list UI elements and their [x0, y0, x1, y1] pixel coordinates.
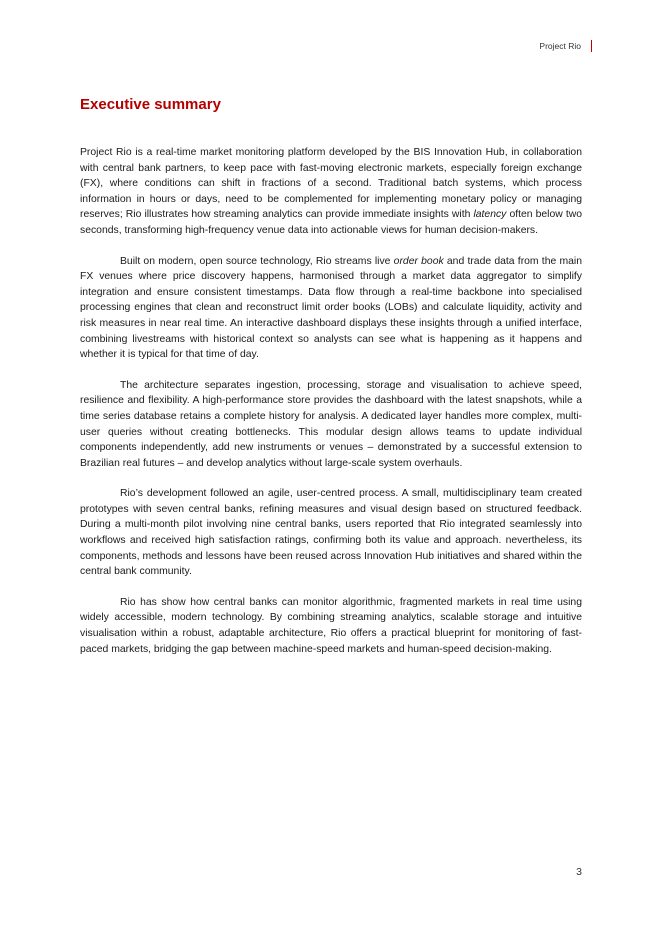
paragraph-2-text-b: and trade data from the main FX venues where price discovery happens, harmonised through a market data aggregator to simplify integration and ensure consistent timestamps. Data flow through a real-time backbone into specialised processing engines that clean and reconstruct limit order books (LOBs) and calculate liquidity, activity and risk measures in near real time. An interactive dashboard displays these insights through a unified interface, combining livestreams with historical context so analysts can see what is happening as it happens and whether it is typical for that time of day.	[80, 255, 582, 361]
paragraph-1-text-b: often below two seconds, transforming high-frequency venue data into actionable views for human decision-makers.	[80, 209, 582, 236]
paragraph-1-text-a: Project Rio is a real-time market monitoring platform developed by the BIS Innovation Hub, in collaboration with central bank partners, to keep pace with fast-moving electronic markets, especially foreign exchange (FX), where conditions can shift in fractions of a second. Traditional batch systems, which process information in hours or days, need to be complemented for implementing monetary policy or managing reserves; Rio illustrates how streaming analytics can provide immediate insights with	[80, 147, 582, 221]
section-title: Executive summary	[80, 96, 221, 113]
paragraph-5: Rio has show how central banks can monitor algorithmic, fragmented markets in real time using widely accessible, modern technology. By combining streaming analytics, scalable storage and intuitive visualisation within a robust, adaptable architecture, Rio offers a practical blueprint for monitoring of fast-paced markets, bridging the gap between machine-speed markets and human-speed decision-making.	[80, 596, 582, 655]
paragraph-1	[80, 145, 582, 239]
running-header	[539, 40, 592, 52]
running-header-title: Project Rio	[539, 41, 581, 51]
page-number: 3	[576, 866, 582, 878]
paragraph-4: Rio’s development followed an agile, user-centred process. A small, multidisciplinary team created prototypes with seven central banks, refining measures and visual design based on structured feedback. During a multi-month pilot involving nine central banks, users reported that Rio integrated seamlessly into workflows and received high satisfaction ratings, confirming both its value and approach. nevertheless, its components, methods and lessons have been reused across Innovation Hub initiatives and shared within the central bank community.	[80, 488, 582, 578]
paragraph-2-text-a: Built on modern, open source technology, Rio streams live	[120, 255, 394, 267]
paragraph-2	[80, 254, 582, 363]
paragraph-2-emphasis: order book	[393, 255, 444, 267]
paragraph-3: The architecture separates ingestion, processing, storage and visualisation to achieve speed, resilience and flexibility. A high-performance store provides the dashboard with the latest snapshots, while a time series database retains a complete history for analysis. A dedicated layer handles more complex, multi-user queries without creating bottlenecks. This modular design allows teams to update individual components independently, add new instruments or venues – demonstrated by a successful extension to Brazilian real futures – and develop analytics without large-scale system overhauls.	[80, 379, 582, 469]
paragraph-1-emphasis: latency	[473, 209, 507, 221]
header-rule	[591, 40, 592, 52]
body-text	[80, 145, 582, 672]
